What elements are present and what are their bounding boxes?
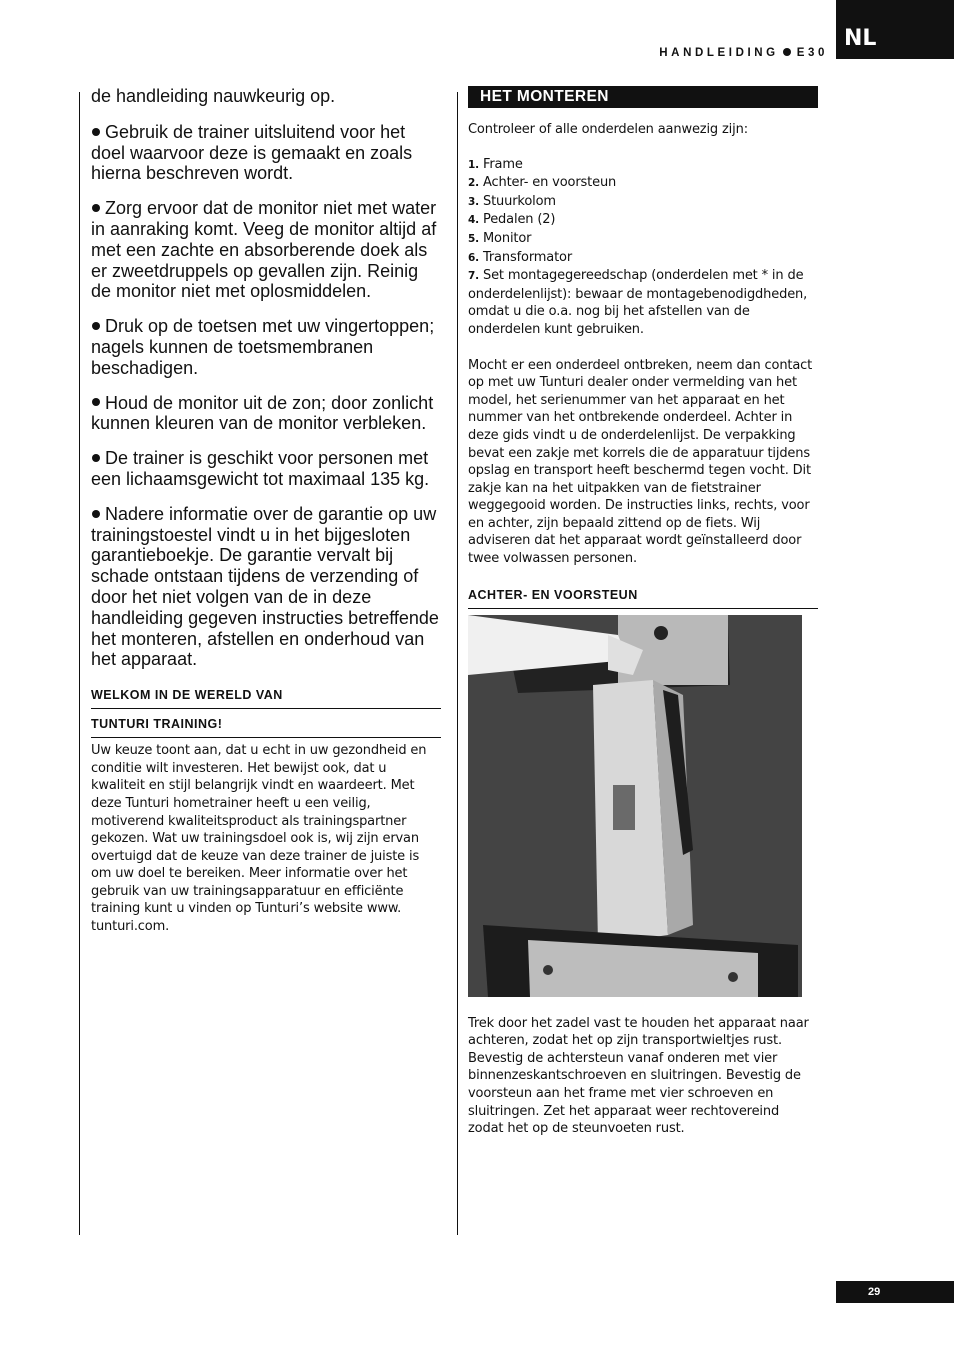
list-item: 5. Monitor bbox=[468, 230, 532, 246]
bullet-dot-icon bbox=[92, 204, 100, 212]
bullet-dot-icon bbox=[92, 454, 100, 462]
safety-bullet: Druk op de toetsen met uw vingertoppen; nagels kunnen de toetsmembranen beschadigen. bbox=[91, 316, 435, 378]
bullet-dot-icon bbox=[92, 128, 100, 136]
intro-text: de handleiding nauwkeurig op. bbox=[91, 86, 336, 106]
safety-bullet: Nadere informatie over de garantie op uw trainingstoestel vindt u in het bijgesloten garantieboekje. De garantie vervalt bij schade ontstaan tijdens de verzending of door het niet volgen van de in deze handleiding gegeven instructies betreffende het monteren, afstellen en onderhoud van het apparaat. bbox=[91, 503, 439, 670]
right-column bbox=[468, 86, 818, 1138]
safety-bullet: Houd de monitor uit de zon; door zonlicht kunnen kleuren van de monitor verbleken. bbox=[91, 392, 434, 434]
check-text: Controleer of alle onderdelen aanwezig zijn: bbox=[468, 122, 748, 137]
header-model: E30 bbox=[796, 47, 828, 59]
bullet-dot-icon bbox=[92, 322, 100, 330]
assembly-instruction-text: Trek door het zadel vast te houden het apparaat naar achteren, zodat het op zijn transportwieltjes rust. Bevestig de achtersteun vanaf onderen met vier binnenzeskantschroeven en sluitringen. Bevestig de voorsteun aan het frame met vier schroeven en sluitringen. Zet het apparaat weer rechtovereind zodat het op de steunvoeten rust. bbox=[468, 1015, 809, 1137]
column-rule-middle bbox=[457, 92, 458, 1235]
list-item: 6. Transformator bbox=[468, 249, 573, 265]
welcome-text: Uw keuze toont aan, dat u echt in uw gezondheid en conditie wilt investeren. Het bewijst ook, dat u kwaliteit en stijl belangrijk vindt en waardeert. Met deze Tunturi hometrainer heeft u een veilig, motiverend kwaliteitsproduct als trainingspartner gekozen. Wat uw trainingsdoel ook is, wij zijn ervan overtuigd dat de keuze van deze trainer de juiste is om uw doel te bereiken. Meer informatie over het gebruik van uw trainingsapparatuur en efficiënte training kunt u vinden op Tunturi’s website www. tunturi.com. bbox=[91, 743, 427, 935]
safety-bullet: De trainer is geschikt voor personen met een lichaamsgewicht tot maximaal 135 kg. bbox=[91, 448, 430, 489]
safety-bullet: Zorg ervoor dat de monitor niet met water in aanraking komt. Veeg de monitor altijd af met een zachte en absorberende doek als er zweetdruppels op gevallen zijn. Reinig de monitor niet met oplosmiddelen. bbox=[91, 198, 437, 302]
running-header bbox=[659, 47, 828, 59]
language-tab: NL bbox=[836, 0, 954, 59]
bullet-dot-icon bbox=[92, 398, 100, 406]
list-item: 2. Achter- en voorsteun bbox=[468, 175, 617, 191]
list-item: 1. Frame bbox=[468, 156, 523, 172]
page-number: 29 bbox=[836, 1281, 954, 1303]
missing-parts-text: Mocht er een onderdeel ontbreken, neem dan contact op met uw Tunturi dealer onder vermelding van het model, het serienummer van het apparaat en het nummer van het ontbrekende onderdeel. Achter in deze gids vindt u de onderdelenlijst. De verpakking bevat een zakje met korrels die de apparatuur tijdens opslag en transport heeft beschermd tegen vocht. Dit zakje kan na het uitpakken van de fietstrainer weggegooid worden. De instructies links, rechts, voor en achter, zijn bepaald zittend op de fiets. Wij adviseren dat het apparaat wordt geïnstalleerd door twee volwassen personen. bbox=[468, 357, 813, 567]
welcome-heading-line-2: TUNTURI TRAINING! bbox=[91, 717, 441, 738]
safety-bullet: Gebruik de trainer uitsluitend voor het doel waarvoor deze is gemaakt en zoals hierna beschreven wordt. bbox=[91, 121, 413, 184]
assembly-subheading: ACHTER- EN VOORSTEUN bbox=[468, 588, 818, 609]
section-title-bar: HET MONTEREN bbox=[468, 86, 818, 108]
left-column bbox=[91, 86, 441, 936]
header-title: HANDLEIDING bbox=[659, 47, 779, 59]
bullet-dot-icon bbox=[783, 48, 791, 56]
assembly-photo bbox=[468, 615, 802, 997]
bullet-dot-icon bbox=[92, 510, 100, 518]
list-item: 3. Stuurkolom bbox=[468, 193, 556, 209]
list-item: 7. Set montagegereedschap (onderdelen met * in de onderdelenlijst): bewaar de montagebenodigdheden, omdat u die o.a. nog bij het afstellen van de onderdelen kunt gebruiken. bbox=[468, 268, 808, 337]
column-rule-left bbox=[79, 92, 80, 1235]
list-item: 4. Pedalen (2) bbox=[468, 212, 556, 228]
parts-list bbox=[468, 156, 818, 339]
welcome-heading-line-1: WELKOM IN DE WERELD VAN bbox=[91, 688, 441, 709]
